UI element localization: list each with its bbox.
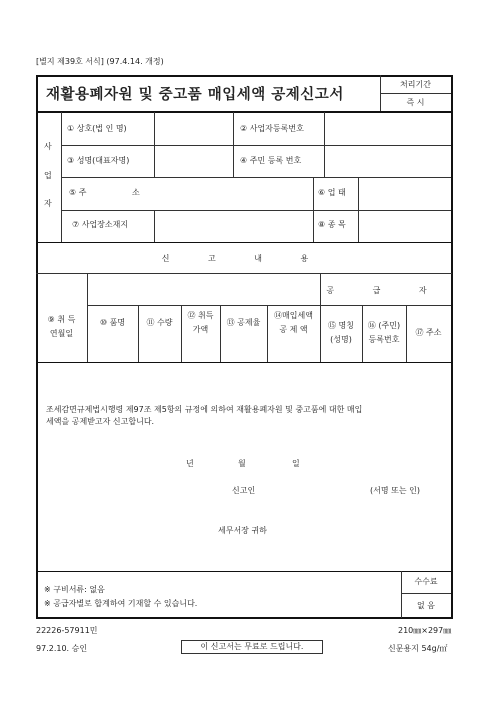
divider xyxy=(138,305,139,363)
divider xyxy=(380,93,451,94)
divider xyxy=(233,112,234,177)
divider xyxy=(401,593,451,594)
divider xyxy=(220,305,221,363)
col-deduction-amount: ⑭매입세액 xyxy=(274,311,313,320)
frame-top xyxy=(36,75,452,77)
col-supplier: 공 급 자 xyxy=(326,286,445,295)
note-documents: ※ 구비서류: 없음 xyxy=(44,585,105,594)
field-business-location[interactable] xyxy=(155,211,312,241)
field-address[interactable] xyxy=(155,178,312,209)
divider xyxy=(36,362,452,363)
statement-line-2: 세액을 공제받고자 신고합니다. xyxy=(46,417,155,426)
field-label-business-location: ⑦ 사업장소재지 xyxy=(72,220,129,229)
col-deduction-amount-2: 공 제 액 xyxy=(279,325,308,334)
divider xyxy=(36,242,452,243)
col-acquisition-value: ⑫ 취득 xyxy=(187,311,214,320)
processing-period-label: 처리기간 xyxy=(400,80,431,89)
field-label-representative: ③ 성명(대표자명) xyxy=(67,156,130,165)
fee-label: 수수료 xyxy=(414,577,438,586)
field-company[interactable] xyxy=(155,113,232,144)
field-label-resident-no: ④ 주민 등록 번호 xyxy=(240,156,302,165)
form-title: 재활용폐자원 및 중고품 매입세액 공제신고서 xyxy=(46,87,344,103)
frame-left xyxy=(36,75,38,619)
divider xyxy=(36,273,452,274)
col-supplier-reg-no-2: 등록번호 xyxy=(368,335,400,344)
field-label-business-no: ② 사업자등록번호 xyxy=(240,124,304,133)
free-notice: 이 신고서는 무료로 드립니다. xyxy=(181,640,323,654)
col-acquisition-date: ⑨ 취 득 xyxy=(47,315,76,324)
form-number: [별지 제39호 서식] (97.4.14. 개정) xyxy=(36,57,164,66)
processing-period-value: 즉 시 xyxy=(406,98,425,107)
date-day: 일 xyxy=(292,459,300,468)
divider xyxy=(362,305,363,363)
col-supplier-address: ⑰ 주소 xyxy=(415,328,442,337)
field-label-address-2: 소 xyxy=(132,188,140,197)
reporter-label: 신고인 xyxy=(232,486,256,495)
business-side-label-1: 사 xyxy=(44,142,52,151)
col-deduction-rate: ⑬ 공제율 xyxy=(226,318,261,327)
form-code: 22226-57911민 xyxy=(36,626,98,635)
field-label-address: ⑤ 주 xyxy=(69,188,87,197)
note-supplier: ※ 공급자별로 합계하여 기재할 수 있습니다. xyxy=(44,599,198,608)
col-acquisition-value-2: 가액 xyxy=(192,325,209,334)
business-side-label-2: 업 xyxy=(44,171,52,180)
col-supplier-name: ⑮ 명칭 xyxy=(328,321,354,330)
divider xyxy=(87,273,88,363)
signature-label: (서명 또는 인) xyxy=(370,486,420,495)
date-month: 월 xyxy=(238,459,246,468)
field-resident-no[interactable] xyxy=(325,146,450,176)
statement-line-1: 조세감면규제법시행령 제97조 제5항의 규정에 의하여 재활용폐자원 및 중고품에 대한 매입 xyxy=(46,405,363,414)
fee-value: 없 음 xyxy=(417,601,435,610)
field-representative[interactable] xyxy=(155,146,232,176)
date-year: 년 xyxy=(186,459,194,468)
divider xyxy=(87,305,451,306)
recipient: 세무서장 귀하 xyxy=(218,526,267,535)
col-item-name: ⑩ 품명 xyxy=(99,318,126,327)
field-label-business-item: ⑧ 종 목 xyxy=(318,220,346,229)
frame-bottom xyxy=(36,617,452,619)
field-business-type[interactable] xyxy=(359,178,450,209)
approval-date: 97.2.10. 승인 xyxy=(36,644,88,653)
divider xyxy=(36,571,452,572)
col-quantity: ⑪ 수량 xyxy=(146,318,173,327)
field-label-business-type: ⑥ 업 태 xyxy=(318,188,346,197)
field-business-item[interactable] xyxy=(359,211,450,241)
report-heading: 신 고 내 용 xyxy=(161,254,327,263)
field-label-company: ① 상호(법 인 명) xyxy=(67,124,127,133)
col-supplier-name-2: (성명) xyxy=(330,335,352,344)
paper-type: 신문용지 54g/㎡ xyxy=(388,644,448,653)
frame-right xyxy=(451,75,453,619)
paper-size: 210㎜×297㎜ xyxy=(398,626,452,635)
col-supplier-reg-no: ⑯ (주민) xyxy=(367,321,401,330)
business-side-label-3: 자 xyxy=(44,199,52,208)
divider xyxy=(313,177,314,242)
field-business-no[interactable] xyxy=(325,113,450,144)
col-acquisition-date-2: 연월일 xyxy=(49,329,74,338)
